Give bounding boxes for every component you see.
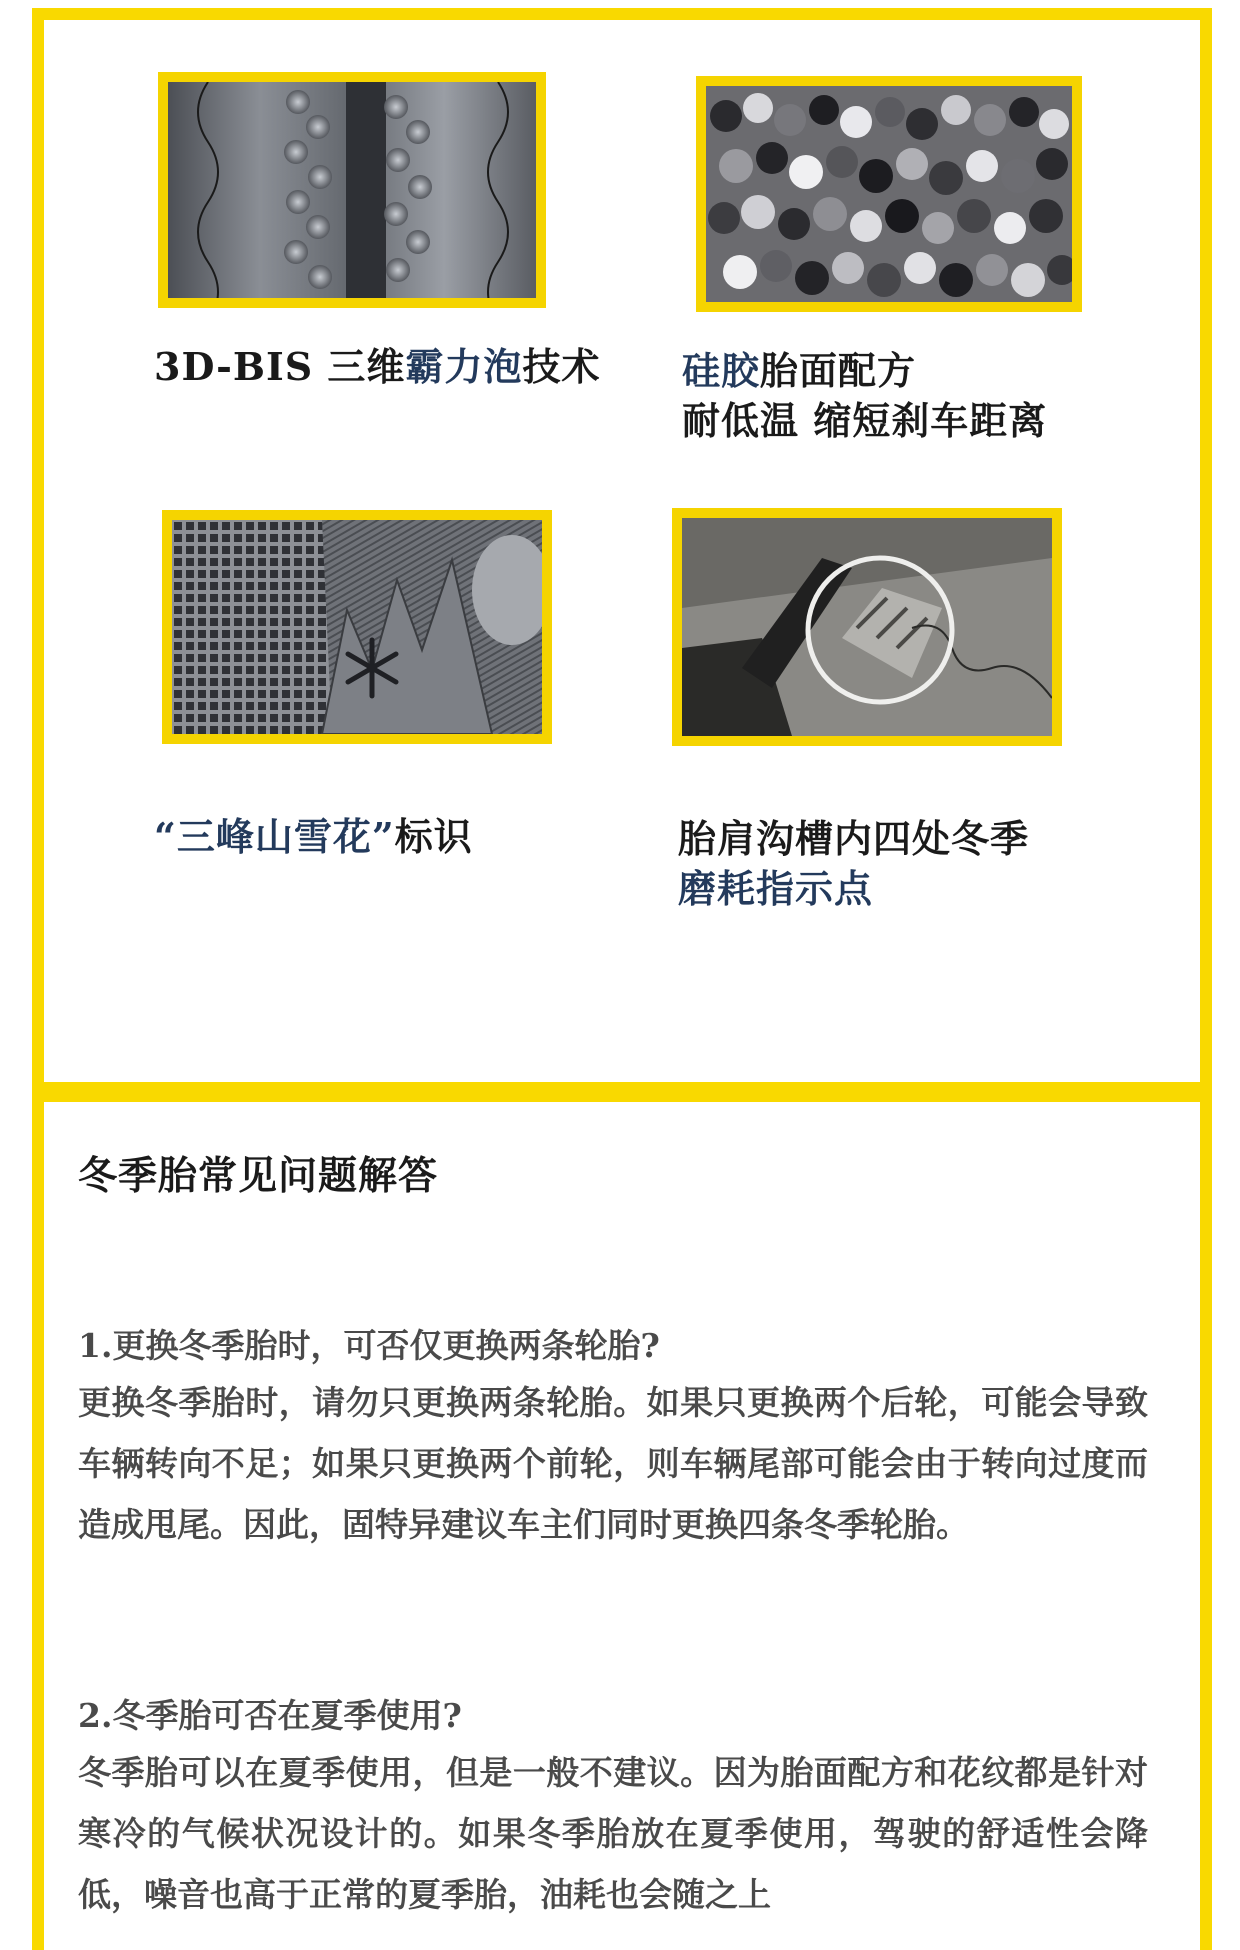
faq-title: 冬季胎常见问题解答: [78, 1154, 439, 1199]
caption-text: 胎面配方: [760, 348, 917, 393]
caption-text: 3D-BIS 三维: [154, 344, 406, 389]
caption-text: 标识: [394, 814, 473, 859]
caption-highlight: 霸力泡: [405, 344, 523, 389]
faq-answer-1: 更换冬季胎时，请勿只更换两条轮胎。如果只更换两个后轮，可能会导致车辆转向不足；如果只更换两个前轮，则车辆尾部可能会由于转向过度而造成甩尾。因此，固特异建议车主们同时更换四条冬季轮胎。: [78, 1383, 1148, 1544]
caption-line-1: 胎肩沟槽内四处冬季: [678, 816, 1030, 861]
silica-compound-image: [696, 76, 1082, 312]
feature-caption-3pmsf: [154, 812, 473, 862]
feature-caption-silica: [682, 346, 1047, 446]
caption-highlight: “三峰山雪花”: [154, 814, 395, 859]
feature-caption-3d-bis: [154, 342, 600, 392]
caption-highlight: 硅胶: [682, 348, 761, 393]
caption-highlight: 磨耗指示点: [678, 866, 874, 911]
faq-question-2: 2.冬季胎可否在夏季使用?: [78, 1696, 462, 1735]
caption-line-2: 耐低温 缩短刹车距离: [682, 398, 1048, 443]
snowflake-symbol-image: [162, 510, 552, 744]
3d-bis-sipe-image: [158, 72, 546, 308]
feature-caption-wear-indicator: [678, 814, 1029, 914]
caption-text: 技术: [522, 344, 601, 389]
faq-question-1: 1.更换冬季胎时，可否仅更换两条轮胎?: [78, 1326, 660, 1365]
wear-indicator-image: [672, 508, 1062, 746]
faq-answer-2: 冬季胎可以在夏季使用，但是一般不建议。因为胎面配方和花纹都是针对寒冷的气候状况设计的。如果冬季胎放在夏季使用，驾驶的舒适性会降低，噪音也高于正常的夏季胎，油耗也会随之上: [78, 1753, 1148, 1914]
